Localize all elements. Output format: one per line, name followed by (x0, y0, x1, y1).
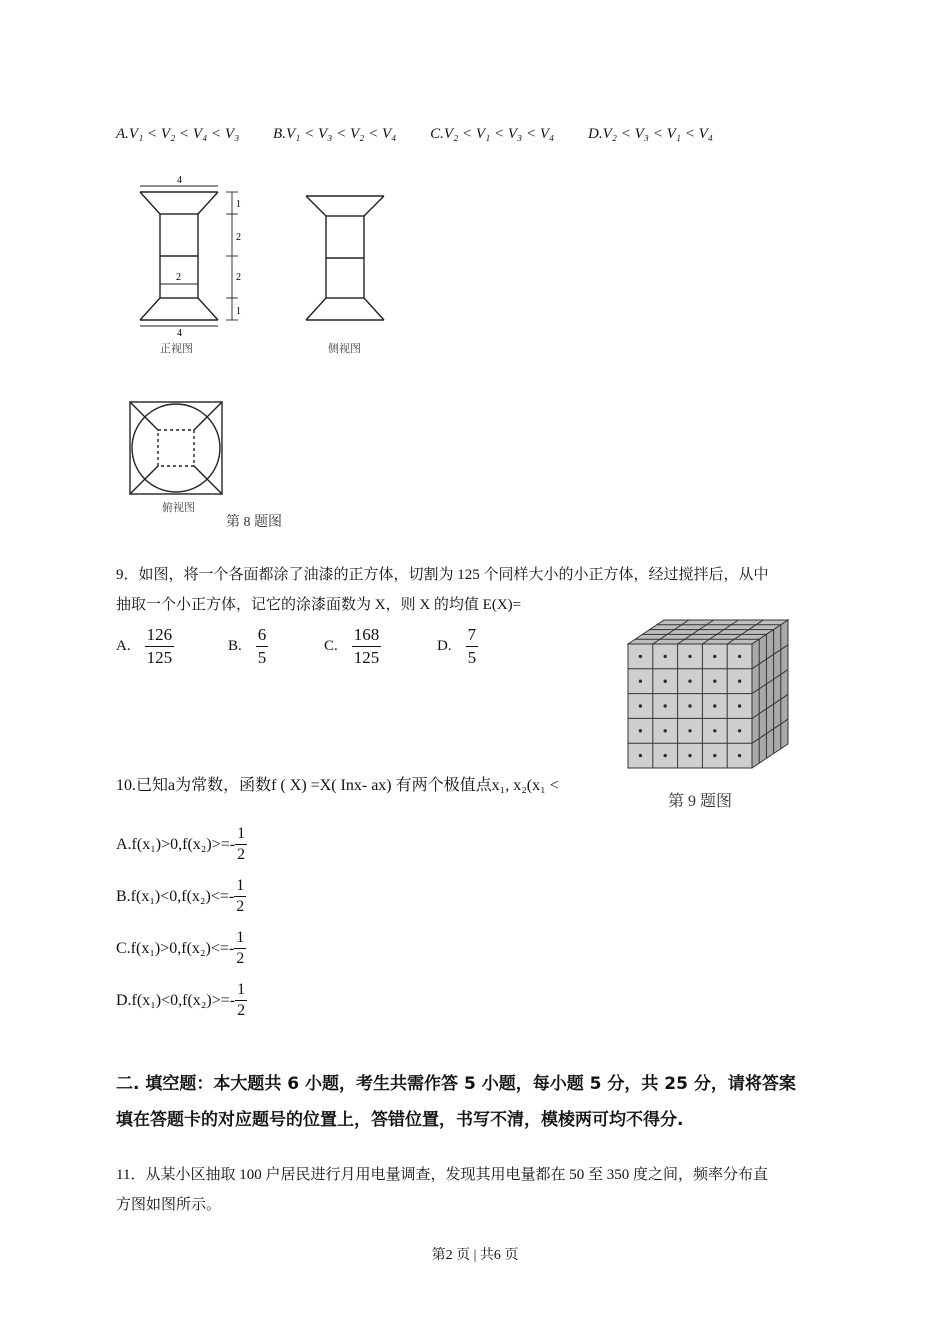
dim-top-width: 4 (177, 176, 182, 186)
q10-option-a (116, 824, 247, 865)
cube-dot (714, 680, 716, 682)
q9-line-1: 9．如图，将一个各面都涂了油漆的正方体，切割为 125 个同样大小的小正方体，经过搅拌后，从中 (116, 567, 769, 583)
q11-stem (116, 1160, 836, 1220)
cube-dot (714, 730, 716, 732)
q10-option-c-prefix: C.f(x₁)>0,f(x₂)<=- (116, 939, 235, 957)
side-view (306, 196, 384, 320)
q9-stem (116, 560, 836, 620)
cube-dot (689, 655, 691, 657)
dim-h3: 2 (236, 272, 241, 283)
q11-line-1: 11．从某小区抽取 100 户居民进行月用电量调查，发现其用电量都在 50 至 350 度之间，频率分布直 (116, 1167, 768, 1183)
q10-option-c (116, 928, 246, 969)
q9-option-d-den: 5 (467, 648, 477, 667)
q8-options (116, 126, 743, 143)
cube-dot (664, 754, 666, 756)
dim-h2: 2 (236, 232, 241, 243)
q9-option-b-den: 5 (257, 648, 267, 667)
top-view (130, 402, 222, 494)
q9-option-a-label: A. (116, 638, 131, 654)
q9-option-d (437, 624, 478, 669)
q10-option-a-num: 1 (235, 824, 247, 845)
cube-dot (664, 730, 666, 732)
dim-inner-width: 2 (176, 272, 181, 283)
front-view-label: 正视图 (160, 343, 193, 355)
q10-option-b-num: 1 (234, 876, 246, 897)
cube-dot (738, 754, 740, 756)
dim-h4: 1 (236, 306, 241, 317)
cube-dot (639, 655, 641, 657)
cube-dot (689, 680, 691, 682)
section-2-line-1: 二. 填空题：本大题共 6 小题，考生共需作答 5 小题，每小题 5 分，共 25 分，请将答案 (116, 1074, 796, 1094)
q10-option-b-den: 2 (236, 898, 245, 915)
q8-option-d: D.V₂ < V₃ < V₁ < V₄ (587, 126, 713, 142)
q10-option-c-num: 1 (234, 928, 246, 949)
cube-dot (664, 680, 666, 682)
cube-dot (738, 705, 740, 707)
front-view (140, 186, 238, 326)
page-footer: 第2 页 | 共6 页 (431, 1248, 519, 1263)
section-2-heading (116, 1066, 846, 1138)
cube-dot (714, 705, 716, 707)
cube-dot (689, 754, 691, 756)
q9-line-2: 抽取一个小正方体，记它的涂漆面数为 X，则 X 的均值 E(X)= (116, 597, 522, 613)
q9-option-a (116, 624, 174, 669)
q8-option-c: C.V₂ < V₁ < V₃ < V₄ (430, 126, 555, 142)
q9-option-c-den: 125 (353, 648, 380, 667)
q9-caption: 第 9 题图 (668, 793, 733, 810)
q10-option-d (116, 980, 247, 1021)
q9-option-d-label: D. (437, 638, 452, 654)
q10-stem: 10.已知a为常数，函数f ( X) =X( Inx- ax) 有两个极值点x₁, x₂(x₁ < (116, 777, 559, 794)
dim-bottom-width: 4 (177, 328, 182, 339)
q9-option-c (324, 624, 381, 669)
q9-option-d-num: 7 (466, 624, 479, 647)
q9-option-b-num: 6 (256, 624, 269, 647)
q10-option-a-den: 2 (237, 846, 246, 863)
side-view-label: 侧视图 (328, 343, 361, 355)
q8-caption: 第 8 题图 (226, 515, 282, 530)
q8-three-view-figure (110, 176, 410, 536)
cube-dot (639, 705, 641, 707)
cube-dot (738, 730, 740, 732)
q9-option-c-label: C. (324, 638, 338, 654)
q9-cube-figure (620, 614, 795, 819)
cube-dot (689, 705, 691, 707)
cube-dot (639, 680, 641, 682)
q9-option-a-num: 126 (145, 624, 175, 647)
q8-option-b: B.V₁ < V₃ < V₂ < V₄ (273, 126, 397, 142)
q10-option-d-num: 1 (235, 980, 247, 1001)
q9-option-a-den: 125 (146, 648, 173, 667)
dim-h1: 1 (236, 199, 241, 210)
cube-dot (689, 730, 691, 732)
q10-option-d-prefix: D.f(x₁)<0,f(x₂)>=- (116, 991, 236, 1009)
cube-dot (639, 730, 641, 732)
cube-dot (664, 705, 666, 707)
cube-face (752, 620, 788, 768)
q10-option-b (116, 876, 246, 917)
cube-dot (738, 680, 740, 682)
cube-dot (639, 754, 641, 756)
q11-line-2: 方图如图所示。 (116, 1197, 222, 1213)
q10-option-a-prefix: A.f(x₁)>0,f(x₂)>=- (116, 835, 236, 853)
cube-dot (738, 655, 740, 657)
q10-option-c-den: 2 (236, 950, 245, 967)
cube-dot (714, 754, 716, 756)
q10-option-b-prefix: B.f(x₁)<0,f(x₂)<=- (116, 887, 235, 905)
q10-option-d-den: 2 (237, 1002, 246, 1019)
top-view-label: 俯视图 (162, 502, 195, 514)
q9-option-c-num: 168 (352, 624, 382, 647)
q8-option-a: A.V₁ < V₂ < V₄ < V₃ (116, 126, 240, 142)
section-2-line-2: 填在答题卡的对应题号的位置上，答错位置，书写不清，模棱两可均不得分. (116, 1110, 684, 1130)
cube-dot (664, 655, 666, 657)
q9-option-b-label: B. (228, 638, 242, 654)
cube-dot (714, 655, 716, 657)
q9-option-b (228, 624, 268, 669)
